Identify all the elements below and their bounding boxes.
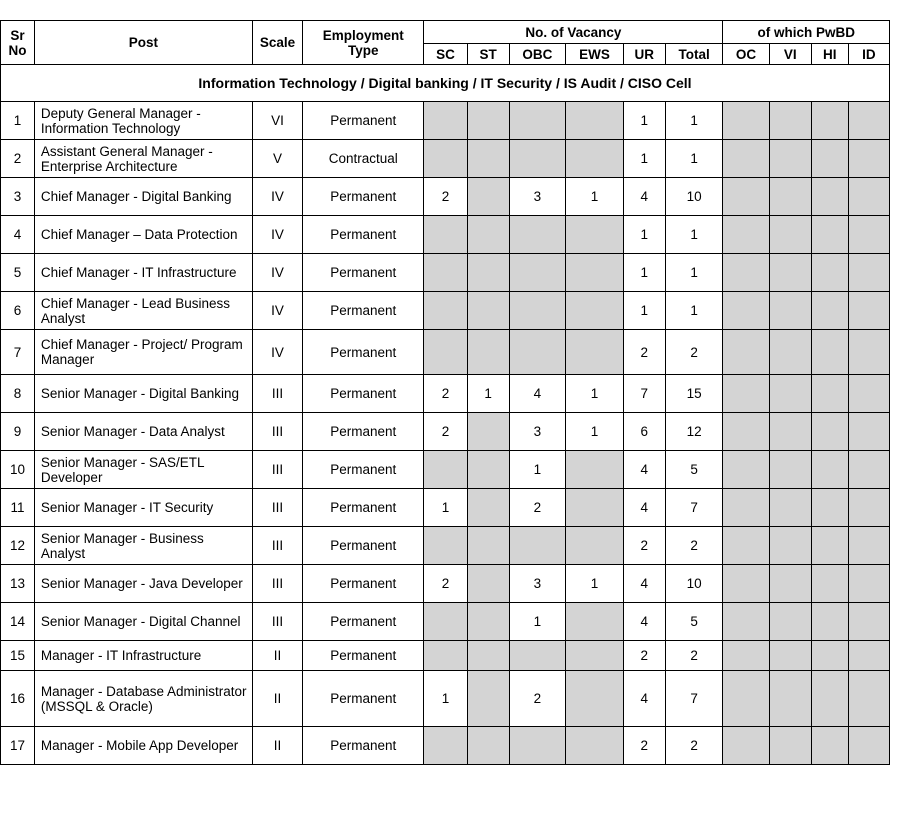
cell-total: 2 — [665, 641, 723, 671]
cell-pwbd-vi — [769, 292, 811, 330]
cell-post: Chief Manager - IT Infrastructure — [34, 254, 252, 292]
cell-ur: 4 — [623, 565, 665, 603]
table-row — [1, 413, 890, 451]
cell-pwbd-id — [848, 292, 889, 330]
cell-sr-no: 10 — [1, 451, 35, 489]
cell-pwbd-oc — [723, 727, 769, 765]
header-hi: HI — [811, 44, 848, 65]
cell-ur: 4 — [623, 178, 665, 216]
cell-st: 1 — [467, 375, 509, 413]
cell-pwbd-vi — [769, 178, 811, 216]
cell-employment-type: Permanent — [303, 102, 424, 140]
cell-pwbd-oc — [723, 565, 769, 603]
cell-total: 15 — [665, 375, 723, 413]
cell-scale: III — [252, 489, 302, 527]
cell-pwbd-vi — [769, 451, 811, 489]
cell-sc: 2 — [424, 413, 467, 451]
table-row — [1, 565, 890, 603]
cell-pwbd-hi — [811, 140, 848, 178]
cell-scale: II — [252, 727, 302, 765]
cell-ews — [566, 527, 624, 565]
cell-pwbd-vi — [769, 102, 811, 140]
cell-pwbd-id — [848, 216, 889, 254]
cell-ews: 1 — [566, 375, 624, 413]
cell-obc — [509, 727, 566, 765]
cell-total: 2 — [665, 727, 723, 765]
header-vi: VI — [769, 44, 811, 65]
header-post: Post — [34, 21, 252, 65]
cell-total: 1 — [665, 102, 723, 140]
cell-pwbd-id — [848, 489, 889, 527]
cell-st — [467, 102, 509, 140]
cell-obc — [509, 330, 566, 375]
cell-pwbd-hi — [811, 254, 848, 292]
cell-scale: IV — [252, 216, 302, 254]
cell-pwbd-hi — [811, 375, 848, 413]
cell-st — [467, 727, 509, 765]
vacancy-table — [0, 20, 890, 765]
header-obc: OBC — [509, 44, 566, 65]
cell-ur: 1 — [623, 216, 665, 254]
cell-sr-no: 15 — [1, 641, 35, 671]
cell-ews — [566, 216, 624, 254]
table-row — [1, 727, 890, 765]
cell-ur: 1 — [623, 254, 665, 292]
cell-employment-type: Permanent — [303, 603, 424, 641]
cell-total: 5 — [665, 451, 723, 489]
cell-post: Senior Manager - Digital Channel — [34, 603, 252, 641]
cell-obc: 3 — [509, 565, 566, 603]
cell-post: Senior Manager - IT Security — [34, 489, 252, 527]
cell-ews: 1 — [566, 565, 624, 603]
cell-sr-no: 11 — [1, 489, 35, 527]
cell-total: 10 — [665, 178, 723, 216]
header-sc: SC — [424, 44, 467, 65]
cell-pwbd-vi — [769, 671, 811, 727]
cell-pwbd-id — [848, 140, 889, 178]
cell-post: Chief Manager - Lead Business Analyst — [34, 292, 252, 330]
cell-pwbd-hi — [811, 527, 848, 565]
cell-ur: 2 — [623, 330, 665, 375]
cell-scale: VI — [252, 102, 302, 140]
cell-pwbd-hi — [811, 102, 848, 140]
cell-sc — [424, 102, 467, 140]
cell-pwbd-id — [848, 727, 889, 765]
cell-ur: 7 — [623, 375, 665, 413]
cell-st — [467, 413, 509, 451]
cell-pwbd-vi — [769, 140, 811, 178]
cell-scale: IV — [252, 330, 302, 375]
cell-scale: III — [252, 603, 302, 641]
cell-sr-no: 6 — [1, 292, 35, 330]
header-sr-no: Sr No — [1, 21, 35, 65]
cell-sc — [424, 451, 467, 489]
cell-post: Chief Manager - Digital Banking — [34, 178, 252, 216]
cell-obc — [509, 641, 566, 671]
cell-total: 1 — [665, 292, 723, 330]
section-title: Information Technology / Digital banking / IT Security / IS Audit / CISO Cell — [1, 65, 890, 102]
cell-total: 12 — [665, 413, 723, 451]
cell-pwbd-id — [848, 375, 889, 413]
cell-obc: 1 — [509, 451, 566, 489]
table-row — [1, 489, 890, 527]
cell-sr-no: 3 — [1, 178, 35, 216]
cell-employment-type: Permanent — [303, 671, 424, 727]
header-ur: UR — [623, 44, 665, 65]
cell-pwbd-oc — [723, 216, 769, 254]
table-row — [1, 330, 890, 375]
cell-obc: 4 — [509, 375, 566, 413]
cell-sr-no: 13 — [1, 565, 35, 603]
cell-pwbd-id — [848, 451, 889, 489]
cell-st — [467, 565, 509, 603]
cell-ews — [566, 603, 624, 641]
cell-sc: 2 — [424, 178, 467, 216]
cell-pwbd-oc — [723, 489, 769, 527]
cell-sc — [424, 216, 467, 254]
cell-total: 1 — [665, 140, 723, 178]
cell-scale: IV — [252, 292, 302, 330]
cell-sr-no: 1 — [1, 102, 35, 140]
cell-pwbd-vi — [769, 641, 811, 671]
cell-ur: 1 — [623, 292, 665, 330]
cell-pwbd-hi — [811, 603, 848, 641]
cell-pwbd-id — [848, 527, 889, 565]
header-vacancy-group: No. of Vacancy — [424, 21, 723, 44]
cell-post: Senior Manager - Data Analyst — [34, 413, 252, 451]
cell-employment-type: Permanent — [303, 292, 424, 330]
cell-pwbd-oc — [723, 451, 769, 489]
header-st: ST — [467, 44, 509, 65]
cell-sr-no: 4 — [1, 216, 35, 254]
cell-obc — [509, 216, 566, 254]
cell-post: Assistant General Manager - Enterprise Architecture — [34, 140, 252, 178]
cell-employment-type: Permanent — [303, 178, 424, 216]
cell-total: 2 — [665, 330, 723, 375]
cell-sc: 1 — [424, 489, 467, 527]
cell-st — [467, 671, 509, 727]
cell-ews: 1 — [566, 178, 624, 216]
cell-pwbd-hi — [811, 565, 848, 603]
cell-st — [467, 451, 509, 489]
cell-pwbd-oc — [723, 254, 769, 292]
cell-total: 7 — [665, 671, 723, 727]
cell-sc — [424, 727, 467, 765]
cell-pwbd-id — [848, 413, 889, 451]
table-row — [1, 216, 890, 254]
cell-sr-no: 5 — [1, 254, 35, 292]
cell-post: Manager - Mobile App Developer — [34, 727, 252, 765]
cell-obc: 3 — [509, 413, 566, 451]
cell-sc — [424, 254, 467, 292]
cell-pwbd-hi — [811, 178, 848, 216]
cell-pwbd-hi — [811, 451, 848, 489]
cell-pwbd-id — [848, 671, 889, 727]
cell-obc: 2 — [509, 489, 566, 527]
cell-employment-type: Permanent — [303, 527, 424, 565]
cell-st — [467, 254, 509, 292]
cell-pwbd-vi — [769, 489, 811, 527]
cell-scale: III — [252, 527, 302, 565]
cell-ews — [566, 727, 624, 765]
cell-pwbd-hi — [811, 292, 848, 330]
cell-sc — [424, 330, 467, 375]
cell-pwbd-oc — [723, 641, 769, 671]
cell-st — [467, 292, 509, 330]
cell-obc — [509, 254, 566, 292]
cell-pwbd-oc — [723, 413, 769, 451]
table-row — [1, 254, 890, 292]
cell-st — [467, 178, 509, 216]
cell-pwbd-id — [848, 178, 889, 216]
cell-total: 1 — [665, 216, 723, 254]
cell-pwbd-vi — [769, 603, 811, 641]
cell-obc — [509, 527, 566, 565]
cell-st — [467, 527, 509, 565]
cell-pwbd-id — [848, 603, 889, 641]
cell-ur: 2 — [623, 727, 665, 765]
table-row — [1, 292, 890, 330]
cell-ews — [566, 292, 624, 330]
cell-sc: 1 — [424, 671, 467, 727]
cell-employment-type: Permanent — [303, 489, 424, 527]
cell-employment-type: Permanent — [303, 727, 424, 765]
cell-ews — [566, 671, 624, 727]
header-oc: OC — [723, 44, 769, 65]
cell-post: Senior Manager - SAS/ETL Developer — [34, 451, 252, 489]
cell-pwbd-id — [848, 254, 889, 292]
cell-post: Senior Manager - Business Analyst — [34, 527, 252, 565]
cell-obc — [509, 102, 566, 140]
cell-pwbd-id — [848, 330, 889, 375]
cell-employment-type: Permanent — [303, 216, 424, 254]
cell-ews: 1 — [566, 413, 624, 451]
cell-obc — [509, 292, 566, 330]
cell-employment-type: Contractual — [303, 140, 424, 178]
cell-pwbd-hi — [811, 489, 848, 527]
cell-ews — [566, 489, 624, 527]
cell-pwbd-vi — [769, 375, 811, 413]
cell-pwbd-oc — [723, 292, 769, 330]
cell-ur: 6 — [623, 413, 665, 451]
cell-obc: 1 — [509, 603, 566, 641]
cell-sc — [424, 603, 467, 641]
cell-st — [467, 216, 509, 254]
cell-pwbd-hi — [811, 413, 848, 451]
cell-employment-type: Permanent — [303, 330, 424, 375]
cell-total: 5 — [665, 603, 723, 641]
table-row — [1, 527, 890, 565]
cell-ur: 4 — [623, 603, 665, 641]
cell-total: 1 — [665, 254, 723, 292]
cell-ur: 1 — [623, 140, 665, 178]
cell-pwbd-vi — [769, 413, 811, 451]
table-row — [1, 641, 890, 671]
cell-st — [467, 603, 509, 641]
table-row — [1, 102, 890, 140]
cell-obc: 3 — [509, 178, 566, 216]
cell-employment-type: Permanent — [303, 413, 424, 451]
header-scale: Scale — [252, 21, 302, 65]
cell-sr-no: 2 — [1, 140, 35, 178]
cell-pwbd-id — [848, 565, 889, 603]
cell-employment-type: Permanent — [303, 641, 424, 671]
cell-pwbd-hi — [811, 727, 848, 765]
cell-sr-no: 17 — [1, 727, 35, 765]
cell-post: Senior Manager - Digital Banking — [34, 375, 252, 413]
section-row — [1, 65, 890, 102]
cell-sr-no: 7 — [1, 330, 35, 375]
cell-pwbd-oc — [723, 527, 769, 565]
table-header — [1, 21, 890, 65]
header-ews: EWS — [566, 44, 624, 65]
cell-scale: IV — [252, 254, 302, 292]
cell-sc: 2 — [424, 565, 467, 603]
cell-ews — [566, 254, 624, 292]
cell-total: 2 — [665, 527, 723, 565]
cell-pwbd-hi — [811, 641, 848, 671]
cell-scale: II — [252, 641, 302, 671]
cell-sr-no: 12 — [1, 527, 35, 565]
cell-sc — [424, 527, 467, 565]
cell-ur: 4 — [623, 451, 665, 489]
cell-pwbd-vi — [769, 330, 811, 375]
cell-post: Chief Manager - Project/ Program Manager — [34, 330, 252, 375]
table-row — [1, 375, 890, 413]
cell-sc — [424, 292, 467, 330]
cell-pwbd-vi — [769, 254, 811, 292]
cell-sc — [424, 140, 467, 178]
cell-ur: 2 — [623, 641, 665, 671]
cell-pwbd-oc — [723, 375, 769, 413]
cell-scale: III — [252, 375, 302, 413]
cell-pwbd-vi — [769, 527, 811, 565]
cell-total: 10 — [665, 565, 723, 603]
cell-ur: 4 — [623, 489, 665, 527]
cell-pwbd-hi — [811, 330, 848, 375]
cell-pwbd-oc — [723, 330, 769, 375]
table-row — [1, 140, 890, 178]
cell-scale: III — [252, 565, 302, 603]
cell-sc — [424, 641, 467, 671]
cell-pwbd-hi — [811, 671, 848, 727]
cell-pwbd-id — [848, 641, 889, 671]
cell-ur: 4 — [623, 671, 665, 727]
cell-ur: 2 — [623, 527, 665, 565]
cell-pwbd-vi — [769, 727, 811, 765]
cell-post: Manager - Database Administrator (MSSQL & Oracle) — [34, 671, 252, 727]
cell-sc: 2 — [424, 375, 467, 413]
cell-ews — [566, 330, 624, 375]
cell-pwbd-hi — [811, 216, 848, 254]
cell-pwbd-oc — [723, 102, 769, 140]
cell-pwbd-oc — [723, 603, 769, 641]
cell-st — [467, 330, 509, 375]
cell-pwbd-oc — [723, 178, 769, 216]
cell-st — [467, 641, 509, 671]
cell-ur: 1 — [623, 102, 665, 140]
header-pwbd-group: of which PwBD — [723, 21, 890, 44]
cell-sr-no: 14 — [1, 603, 35, 641]
cell-sr-no: 16 — [1, 671, 35, 727]
cell-scale: V — [252, 140, 302, 178]
table-row — [1, 451, 890, 489]
cell-post: Senior Manager - Java Developer — [34, 565, 252, 603]
cell-scale: IV — [252, 178, 302, 216]
cell-pwbd-vi — [769, 216, 811, 254]
cell-pwbd-id — [848, 102, 889, 140]
cell-scale: III — [252, 451, 302, 489]
cell-sr-no: 8 — [1, 375, 35, 413]
cell-obc — [509, 140, 566, 178]
table-row — [1, 603, 890, 641]
cell-ews — [566, 451, 624, 489]
cell-employment-type: Permanent — [303, 451, 424, 489]
cell-scale: III — [252, 413, 302, 451]
table-row — [1, 671, 890, 727]
cell-ews — [566, 641, 624, 671]
cell-ews — [566, 140, 624, 178]
cell-employment-type: Permanent — [303, 254, 424, 292]
cell-employment-type: Permanent — [303, 375, 424, 413]
cell-pwbd-oc — [723, 140, 769, 178]
cell-post: Manager - IT Infrastructure — [34, 641, 252, 671]
cell-sr-no: 9 — [1, 413, 35, 451]
cell-pwbd-oc — [723, 671, 769, 727]
cell-post: Chief Manager – Data Protection — [34, 216, 252, 254]
cell-obc: 2 — [509, 671, 566, 727]
header-id: ID — [848, 44, 889, 65]
cell-employment-type: Permanent — [303, 565, 424, 603]
cell-post: Deputy General Manager - Information Technology — [34, 102, 252, 140]
cell-st — [467, 489, 509, 527]
table-row — [1, 178, 890, 216]
cell-total: 7 — [665, 489, 723, 527]
header-employment-type: Employment Type — [303, 21, 424, 65]
cell-pwbd-vi — [769, 565, 811, 603]
cell-scale: II — [252, 671, 302, 727]
header-total: Total — [665, 44, 723, 65]
cell-st — [467, 140, 509, 178]
cell-ews — [566, 102, 624, 140]
